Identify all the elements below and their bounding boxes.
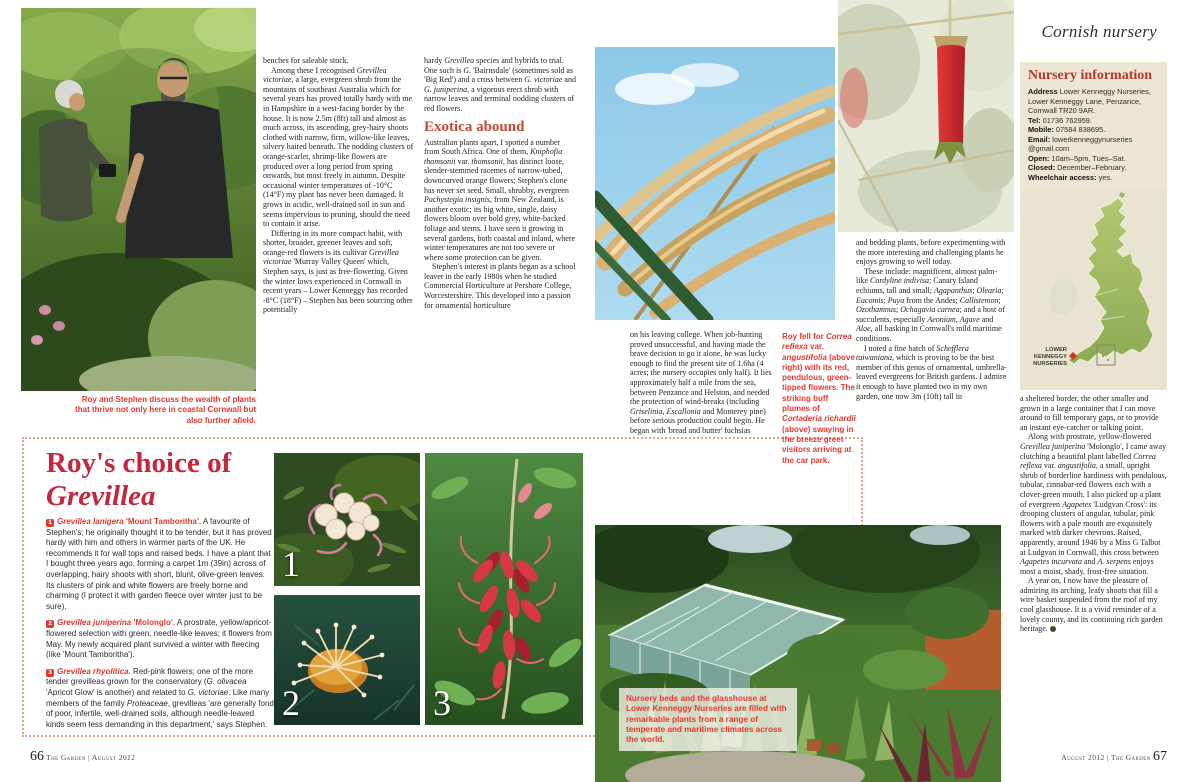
title-line-1: Roy's choice of: [46, 447, 232, 479]
info-value: 07584 838695.: [1053, 125, 1106, 134]
photo-grevillea-mount-tamboritha: [274, 453, 420, 586]
info-label: Email:: [1028, 134, 1051, 144]
info-value: yes.: [1096, 172, 1113, 182]
item-number-badge: 1: [46, 519, 54, 527]
article-column-4: [856, 238, 1008, 494]
nursery-info-title: Nursery information: [1028, 68, 1153, 83]
section-header: Cornish nursery: [1041, 22, 1157, 41]
article-column-1: [263, 56, 415, 438]
photo-grevillea-molonglo: [274, 595, 420, 725]
photo-number: 2: [282, 683, 300, 723]
paragraph: These include: magnificent, almost palm-like Cordyline indivisa; Canary Island echiums, tall and small; Agapanthus; Olearia; Eucomis; Puya from the Andes; Callistemon; Ozothamnus; Ochagavia carnea; and a host of succulents, especially Aeonium, Agave and Aloe, all basking in Cornwall's mild maritime conditions.: [856, 266, 1005, 343]
paragraph: Australian plants apart, I spotted a number from South Africa. One of them, Kniphofia thomsonii var. thomsonii, has distinct loose, slender-stemmed racemes of narrow-tubed, downcurved orange flowers; Stephen's clone has never set seed. Small, shrubby, evergreen Pachystegia insignis, from New Zealand, is another exotic; its big white, single, daisy flowers bloom over bold grey, white-backed foliage and stems. I have seen it growing in several gardens, both coastal and inland, where winter temperatures are not too severe or where some protection can be given.: [424, 137, 576, 262]
item-body: A favourite of Stephen's; he originally thought it to be tender, but it has proved hardy with him and others in warmer parts of the UK. He recommends it for wall tops and raised beds. I have a plant that I bought three years ago, forming a carpet 1m (39in) across of overlapping, hairy shoots with short, blunt, olive-green leaves. Its clusters of pink and white flowers are freely borne and charming (I protect it with garden fleece over winter just to be sure).: [46, 517, 272, 611]
folio-right: [1061, 749, 1167, 765]
caption-glasshouse-box: [619, 688, 797, 751]
photo-cortaderia-plumes: [595, 47, 835, 320]
info-row-wheelchair: [1028, 173, 1159, 183]
info-label: Closed:: [1028, 163, 1056, 172]
article-column-3: [630, 330, 778, 515]
item-body: Red-pink flowers; one of the more tender grevilleas grown for the conservatory (G. olivacea 'Apricot Glow' is another) and related to G. victoriae. Like many members of the family Proteaceae, grevilleas 'are generally fond of poor, infertile, well-drained soils, although needle-leaved kinds seem less demanding in this department,' says Stephen.: [46, 666, 274, 729]
paragraph: benches for saleable stock.: [263, 56, 349, 65]
title-line-2: Grevillea: [46, 480, 156, 512]
map-great-britain: [1068, 198, 1153, 364]
info-label: Wheelchair access:: [1028, 172, 1097, 182]
paragraph: and bedding plants, before experimenting with the more interesting and challenging plants he enjoys growing so well today.: [856, 238, 1006, 267]
photo-roy-and-stephen: [21, 8, 256, 391]
paragraph: Stephen's interest in plants began as a school leaver in the early 1980s when he studied Commercial Horticulture at Pershore College, Worcestershire. This developed into a passion for ornamental horticulture: [424, 262, 576, 310]
info-value: lowerkenneggynurseries @gmail.com: [1028, 134, 1133, 153]
info-label: Address: [1028, 87, 1058, 96]
info-row-mobile: [1028, 125, 1159, 135]
photo-grevillea-rhyolitica: [425, 453, 583, 725]
uk-location-map: [1020, 190, 1167, 390]
info-label: Open:: [1028, 153, 1050, 163]
info-value: December–February.: [1055, 163, 1127, 172]
caption-roy-stephen: Roy and Stephen discuss the wealth of plants that thrive not only here in coastal Cornwall but also further afield.: [75, 395, 256, 425]
item-number-badge: 3: [46, 669, 54, 677]
item-number-badge: 2: [46, 620, 54, 628]
list-item: [46, 618, 274, 660]
paragraph: I noted a fine batch of Schefflera taiwaniana, which is proving to be the best member of this genus of ornamental, umbrella-leaved evergreens for British gardens. I admire it enough to have planted two in my own garden, one now 3m (10ft) tall in: [856, 343, 1007, 401]
folio-left: [30, 749, 135, 765]
item-body: A prostrate, yellow/apricot-flowered selection with green, needle-like leaves; it flowers from May. My newly acquired plant survived a winter with fleecing (like 'Mount Tamboritha').: [46, 618, 272, 660]
item-lead: Grevillea juniperina 'Molonglo'.: [57, 618, 176, 628]
folio-text: August 2012 | The Garden: [1061, 753, 1151, 762]
roys-choice-list: [46, 517, 274, 736]
map-shetland: [1119, 192, 1125, 198]
subheading-exotica-abound: Exotica abound: [424, 118, 525, 135]
info-row-tel: [1028, 116, 1159, 126]
page-number: 66: [30, 749, 44, 764]
page-number: 67: [1153, 749, 1167, 764]
info-value: 10am–5pm, Tues–Sat.: [1049, 153, 1126, 163]
caption-correa-cortaderia: Roy fell for Correa reflexa var. angustifolia (above right) with its red, pendulous, green-tipped flowers. The striking buff plumes of Cortaderia richardii (above) swaying in the breeze greet visitors arriving at the car park.: [782, 332, 856, 465]
roys-choice-title: [46, 447, 231, 513]
photo-number: 1: [282, 544, 300, 584]
map-label-line: KENNEGGY: [1033, 354, 1067, 360]
map-label-line: NURSERIES: [1033, 361, 1067, 367]
info-row-email: [1028, 135, 1159, 154]
photo-glasshouse-nursery-beds: [595, 525, 1001, 782]
paragraph-text: A year on, I now have the pleasure of admiring its arching, leafy shoots that fill a wire basket suspended from the roof of my cool glasshouse. It is a vivid reminder of a lovely county, and its continuing rich garden heritage.: [1020, 576, 1163, 634]
folio-text: The Garden | August 2012: [46, 753, 136, 762]
photo-number: 3: [433, 683, 451, 723]
info-row-closed: [1028, 163, 1159, 173]
item-lead: Grevillea lanigera 'Mount Tamboritha'.: [57, 517, 202, 526]
article-column-5: [1020, 394, 1168, 739]
nursery-information-panel: [1020, 62, 1167, 190]
paragraph: [1020, 576, 1168, 634]
info-value: Lower Kenneggy Nurseries, Lower Kenneggy Lane, Penzance, Cornwall TR20 9AR.: [1028, 87, 1151, 115]
info-row-open: [1028, 154, 1159, 164]
list-item: [46, 667, 274, 731]
paragraph: Differing in its more compact habit, with shorter, broader, greener leaves and soft, orange-red flowers is its cultivar Grevillea victoriae 'Murray Valley Queen' which, Stephen says, is just as free-flowering. Given the winter lows experienced in Cornwall in recent years – Lower Kenneggy has recorded -8°C (18°F) – Stephen has been sourcing other potentially: [263, 228, 413, 315]
paragraph: Among these I recognised Grevillea victoriae, a large, evergreen shrub from the mountains of southeast Australia which for several years has proved totally hardy with me in Hampshire in a west-facing border by the house. It is now 2.5m (8ft) tall and almost as much across, its ascending, grey-hairy shoots clothed with narrow, firm, willow-like leaves, silvery haired beneath. The nodding clusters of orange-scarlet, shrimp-like flowers are produced over a long period from spring onwards, but most freely in autumn. Despite occasional winter temperatures of -10°C (14°F) my plant has never been damaged. It grows in acidic, well-drained soil in sun and seems impervious to pruning, should the need to contain it arise.: [263, 65, 414, 229]
photo-correa-reflexa: [838, 0, 1014, 232]
info-value: 01736 762959.: [1040, 115, 1092, 125]
map-ireland: [1048, 278, 1078, 316]
paragraph: hardy Grevillea species and hybrids to trial. One such is G. 'Bairnsdale' (sometimes sold as 'Big Red') and a cross between G. victoriae and G. juniperina, a vigorous erect shrub with narrow leaves and terminal nodding clusters of red flowers.: [424, 56, 576, 113]
map-label-line: LOWER: [1045, 347, 1067, 353]
end-of-article-icon: [1050, 626, 1056, 632]
list-item: [46, 517, 274, 612]
paragraph: a sheltered border, the other smaller and grown in a large container that I can move around to fill temporary gaps, or to provide an instant eye-catcher or talking point.: [1020, 394, 1159, 432]
caption-glasshouse: Nursery beds and the glasshouse at Lower Kenneggy Nurseries are filled with remarkable plants from a range of temperate and maritime climates across the world.: [626, 694, 787, 745]
item-lead: Grevillea rhyolitica.: [57, 666, 131, 676]
info-label: Tel:: [1028, 115, 1041, 125]
info-label: Mobile:: [1028, 125, 1054, 134]
paragraph: Along with prostrate, yellow-flowered Grevillea juniperina 'Molonglo', I came away clutching a beautiful plant labelled Correa reflexa var. angustifolia, a small, upright shrub of borderline hardiness with pendulous, tubular, cinnabar-red flowers each with a clover-green mouth. I also picked up a plant of evergreen Agapetes 'Ludgvan Cross': its drooping clusters of angular, tubular, pink flowers with a pale mouth are exquisitely marked with darker chevrons. Raised, apparently, around 1946 by a Miss G Talbot at Ludgvan in Cornwall, this cross between Agapetes incurvata and A. serpens enjoys most a moist, shady, frost-free situation.: [1020, 432, 1167, 576]
info-row-address: [1028, 87, 1159, 116]
paragraph: on his leaving college. When job-hunting proved unsuccessful, and having made the brave decision to go it alone, he was lucky enough to find the present site of 1.6ha (4 acres; the nursery occupies only half). It lies approximately half a mile from the sea, between Penzance and Helston, and needed the protection of wind-breaks (including Griselinia, Escallonia and Monterey pine) before serious production could begin. He began with 'bread and butter' fuchsias: [630, 330, 772, 435]
article-column-2: [424, 56, 576, 438]
